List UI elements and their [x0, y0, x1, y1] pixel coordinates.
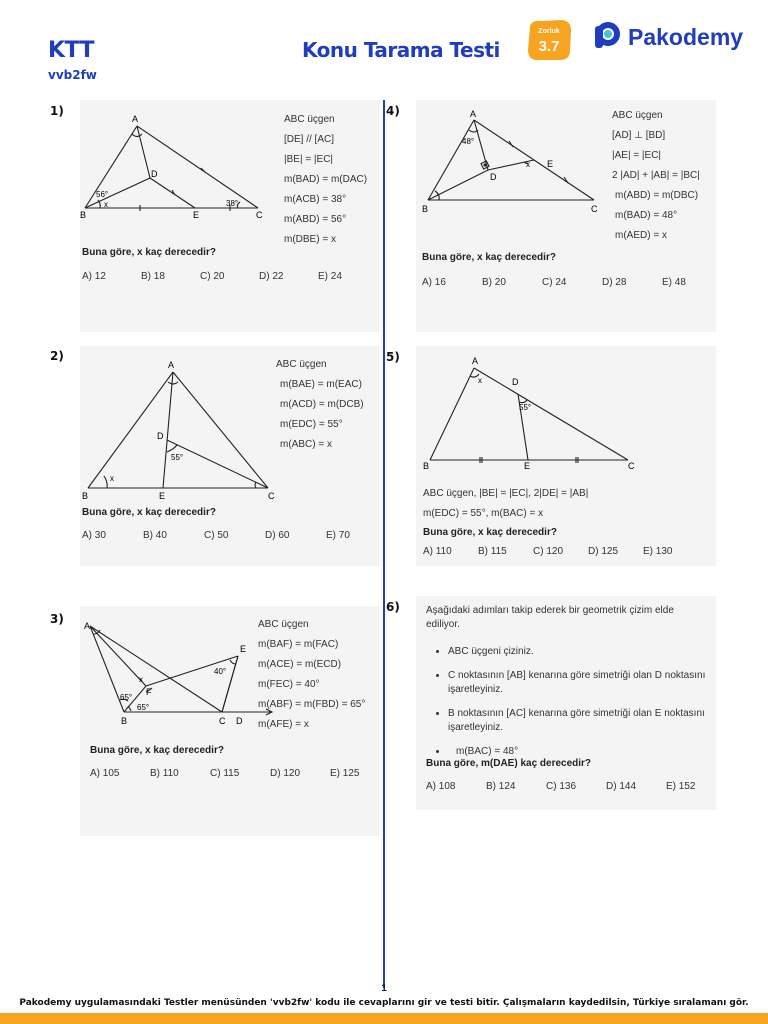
q1-options	[82, 271, 377, 282]
test-subcode: vvb2fw	[48, 68, 97, 82]
answer-option[interactable]: B) 40	[143, 530, 167, 541]
q5-prompt: Buna göre, x kaç derecedir?	[423, 527, 557, 538]
difficulty-badge	[524, 18, 574, 62]
q1-label-c: C	[256, 210, 263, 220]
answer-option[interactable]: D) 28	[602, 277, 627, 288]
q5-info	[423, 484, 588, 524]
answer-option[interactable]: B) 124	[486, 781, 516, 792]
q1-label-e: E	[193, 210, 200, 220]
q5-angle-x: x	[478, 376, 482, 385]
info-line: m(ABD) = 56°	[284, 214, 347, 225]
answer-option[interactable]: E) 152	[666, 781, 696, 792]
answer-option[interactable]: B) 20	[482, 277, 506, 288]
question-5-figure	[416, 352, 656, 476]
q5-label-a: A	[472, 356, 479, 366]
question-1-figure	[80, 110, 280, 230]
q2-angle-x: x	[110, 474, 114, 483]
q4-label-e: E	[547, 159, 554, 169]
step-list	[426, 645, 706, 759]
info-line: m(ABC) = x	[280, 439, 332, 450]
answer-option[interactable]: D) 60	[265, 530, 290, 541]
q4-label-c: C	[591, 204, 598, 214]
q3-label-c: C	[219, 716, 226, 726]
info-line: m(ACD) = m(DCB)	[280, 399, 364, 410]
q3-label-f: F	[146, 687, 152, 697]
q1-prompt: Buna göre, x kaç derecedir?	[82, 247, 216, 258]
answer-option[interactable]: A) 30	[82, 530, 106, 541]
answer-option[interactable]: A) 108	[426, 781, 456, 792]
info-line: m(BAE) = m(EAC)	[280, 379, 362, 390]
answer-option[interactable]: E) 24	[318, 271, 342, 282]
step-item: • B noktasının [AC] kenarına göre simetriği olan E noktasını işaretleyiniz.	[448, 707, 706, 735]
q3-label-d: D	[236, 716, 243, 726]
q3-angle-65a: 65°	[120, 693, 133, 702]
q5-label-d: D	[512, 377, 519, 387]
info-line: [AD] ⊥ [BD]	[612, 130, 666, 141]
q2-label-d: D	[157, 431, 164, 441]
info-line: m(BAD) = m(DAC)	[284, 174, 368, 185]
q5-angle-55: 55°	[519, 403, 532, 412]
q1-angle-38: 38°	[226, 199, 239, 208]
q4-info	[612, 106, 700, 246]
q5-options	[423, 546, 698, 557]
info-line: m(FEC) = 40°	[258, 679, 320, 690]
question-number: 5)	[386, 350, 400, 364]
answer-option[interactable]: D) 22	[259, 271, 284, 282]
q3-angle-x: x	[139, 675, 143, 684]
q2-label-c: C	[268, 491, 275, 501]
info-line: [DE] // [AC]	[284, 134, 335, 145]
q4-options	[422, 277, 722, 288]
q4-label-b: B	[422, 204, 429, 214]
q3-options	[90, 768, 390, 779]
answer-option[interactable]: D) 125	[588, 546, 619, 557]
answer-option[interactable]: D) 144	[606, 781, 637, 792]
footer-bar	[0, 1013, 768, 1024]
q1-label-d: D	[151, 169, 158, 179]
q2-label-e: E	[159, 491, 166, 501]
question-number: 1)	[50, 104, 64, 118]
column-divider	[383, 100, 385, 988]
q6-intro: Aşağıdaki adımları takip ederek bir geometrik çizim elde ediliyor.	[426, 605, 674, 630]
answer-option[interactable]: A) 110	[423, 546, 452, 557]
info-line: m(BAD) = 48°	[615, 210, 678, 221]
q1-angle-x: x	[104, 200, 108, 209]
q5-label-c: C	[628, 461, 635, 471]
q6-prompt: Buna göre, m(DAE) kaç derecedir?	[426, 758, 592, 769]
info-line: m(ACB) = 38°	[284, 194, 347, 205]
q1-angle-56: 56°	[96, 190, 109, 199]
answer-option[interactable]: B) 18	[141, 271, 165, 282]
info-line: m(AFE) = x	[258, 719, 309, 730]
q6-steps	[426, 645, 706, 769]
difficulty-badge-shape	[524, 18, 574, 62]
question-number: 2)	[50, 349, 64, 363]
answer-option[interactable]: B) 110	[150, 768, 179, 779]
q4-angle-x: x	[526, 160, 530, 169]
q2-info	[276, 355, 364, 455]
question-number: 3)	[50, 612, 64, 626]
footer-instructions: Pakodemy uygulamasındaki Testler menüsünden 'vvb2fw' kodu ile cevaplarını gir ve testi bitir. Çalışmaların kaydedilsin, Türkiye sıralamanı gör.	[19, 998, 749, 1008]
info-line: m(DBE) = x	[284, 234, 336, 245]
badge-label: Zorluk	[538, 28, 560, 35]
answer-option[interactable]: C) 136	[546, 781, 577, 792]
answer-option[interactable]: A) 12	[82, 271, 106, 282]
q4-label-a: A	[470, 109, 477, 119]
answer-option[interactable]: C) 24	[542, 277, 567, 288]
info-line: m(EDC) = 55°	[280, 419, 343, 430]
info-line: ABC üçgen	[612, 110, 663, 121]
q3-angle-65b: 65°	[137, 703, 150, 712]
q3-prompt: Buna göre, x kaç derecedir?	[90, 745, 224, 756]
question-number: 6)	[386, 600, 400, 614]
answer-option[interactable]: C) 50	[204, 530, 229, 541]
question-2-figure	[80, 356, 280, 506]
info-line: |BE| = |EC|	[284, 154, 334, 165]
q6-options	[426, 781, 726, 792]
q4-angle-48: 48°	[462, 137, 475, 146]
answer-option[interactable]: B) 115	[478, 546, 507, 557]
pakodemy-logo-icon	[592, 22, 622, 52]
q4-prompt: Buna göre, x kaç derecedir?	[422, 252, 556, 263]
brand-logo	[592, 22, 743, 52]
q3-angle-40: 40°	[214, 667, 227, 676]
page-number: 1	[381, 983, 387, 994]
q3-label-e: E	[240, 644, 247, 654]
test-code: KTT	[48, 38, 95, 63]
info-line: ABC üçgen, |BE| = |EC|, 2|DE| = |AB|	[423, 488, 589, 499]
answer-option[interactable]: C) 115	[210, 768, 240, 779]
step-item: • ABC üçgeni çiziniz.	[448, 645, 706, 659]
q4-label-d: D	[490, 172, 497, 182]
q5-label-b: B	[423, 461, 430, 471]
question-number: 4)	[386, 104, 400, 118]
q2-angle-55: 55°	[171, 453, 184, 462]
question-4-figure	[416, 106, 616, 218]
answer-option[interactable]: E) 130	[643, 546, 673, 557]
q2-prompt: Buna göre, x kaç derecedir?	[82, 507, 216, 518]
q3-label-b: B	[121, 716, 128, 726]
answer-option[interactable]: E) 70	[326, 530, 350, 541]
q1-label-a: A	[132, 114, 139, 124]
q2-options	[82, 530, 387, 541]
answer-option[interactable]: A) 16	[422, 277, 446, 288]
info-line: ABC üçgen	[284, 114, 335, 125]
info-line: ABC üçgen	[276, 359, 327, 370]
info-line: m(ACE) = m(ECD)	[258, 659, 342, 670]
answer-option[interactable]: A) 105	[90, 768, 120, 779]
answer-option[interactable]: E) 48	[662, 277, 686, 288]
q1-info	[284, 110, 367, 250]
info-line: m(EDC) = 55°, m(BAC) = x	[423, 508, 544, 519]
answer-option[interactable]: C) 20	[200, 271, 225, 282]
answer-option[interactable]: E) 125	[330, 768, 360, 779]
answer-option[interactable]: D) 120	[270, 768, 301, 779]
info-line: ABC üçgen	[258, 619, 309, 630]
q1-label-b: B	[80, 210, 87, 220]
step-item: • m(BAC) = 48°	[448, 745, 706, 759]
info-line: m(ABF) = m(FBD) = 65°	[258, 699, 366, 710]
q2-label-b: B	[82, 491, 89, 501]
q2-label-a: A	[168, 360, 175, 370]
info-line: |AE| = |EC|	[612, 150, 662, 161]
info-line: m(AED) = x	[615, 230, 667, 241]
q3-label-a: A	[84, 621, 91, 631]
page-title: Konu Tarama Testi	[302, 38, 500, 62]
answer-option[interactable]: C) 120	[533, 546, 564, 557]
step-item: • C noktasının [AB] kenarına göre simetriği olan D noktasını işaretleyiniz.	[448, 669, 706, 697]
q5-label-e: E	[524, 461, 531, 471]
info-line: m(ABD) = m(DBC)	[615, 190, 699, 201]
info-line: m(BAF) = m(FAC)	[258, 639, 339, 650]
badge-value: 3.7	[538, 38, 560, 55]
brand-name: Pakodemy	[628, 23, 744, 50]
info-line: 2 |AD| + |AB| = |BC|	[612, 170, 700, 181]
q3-info	[258, 615, 365, 735]
question-3-figure	[80, 614, 280, 734]
